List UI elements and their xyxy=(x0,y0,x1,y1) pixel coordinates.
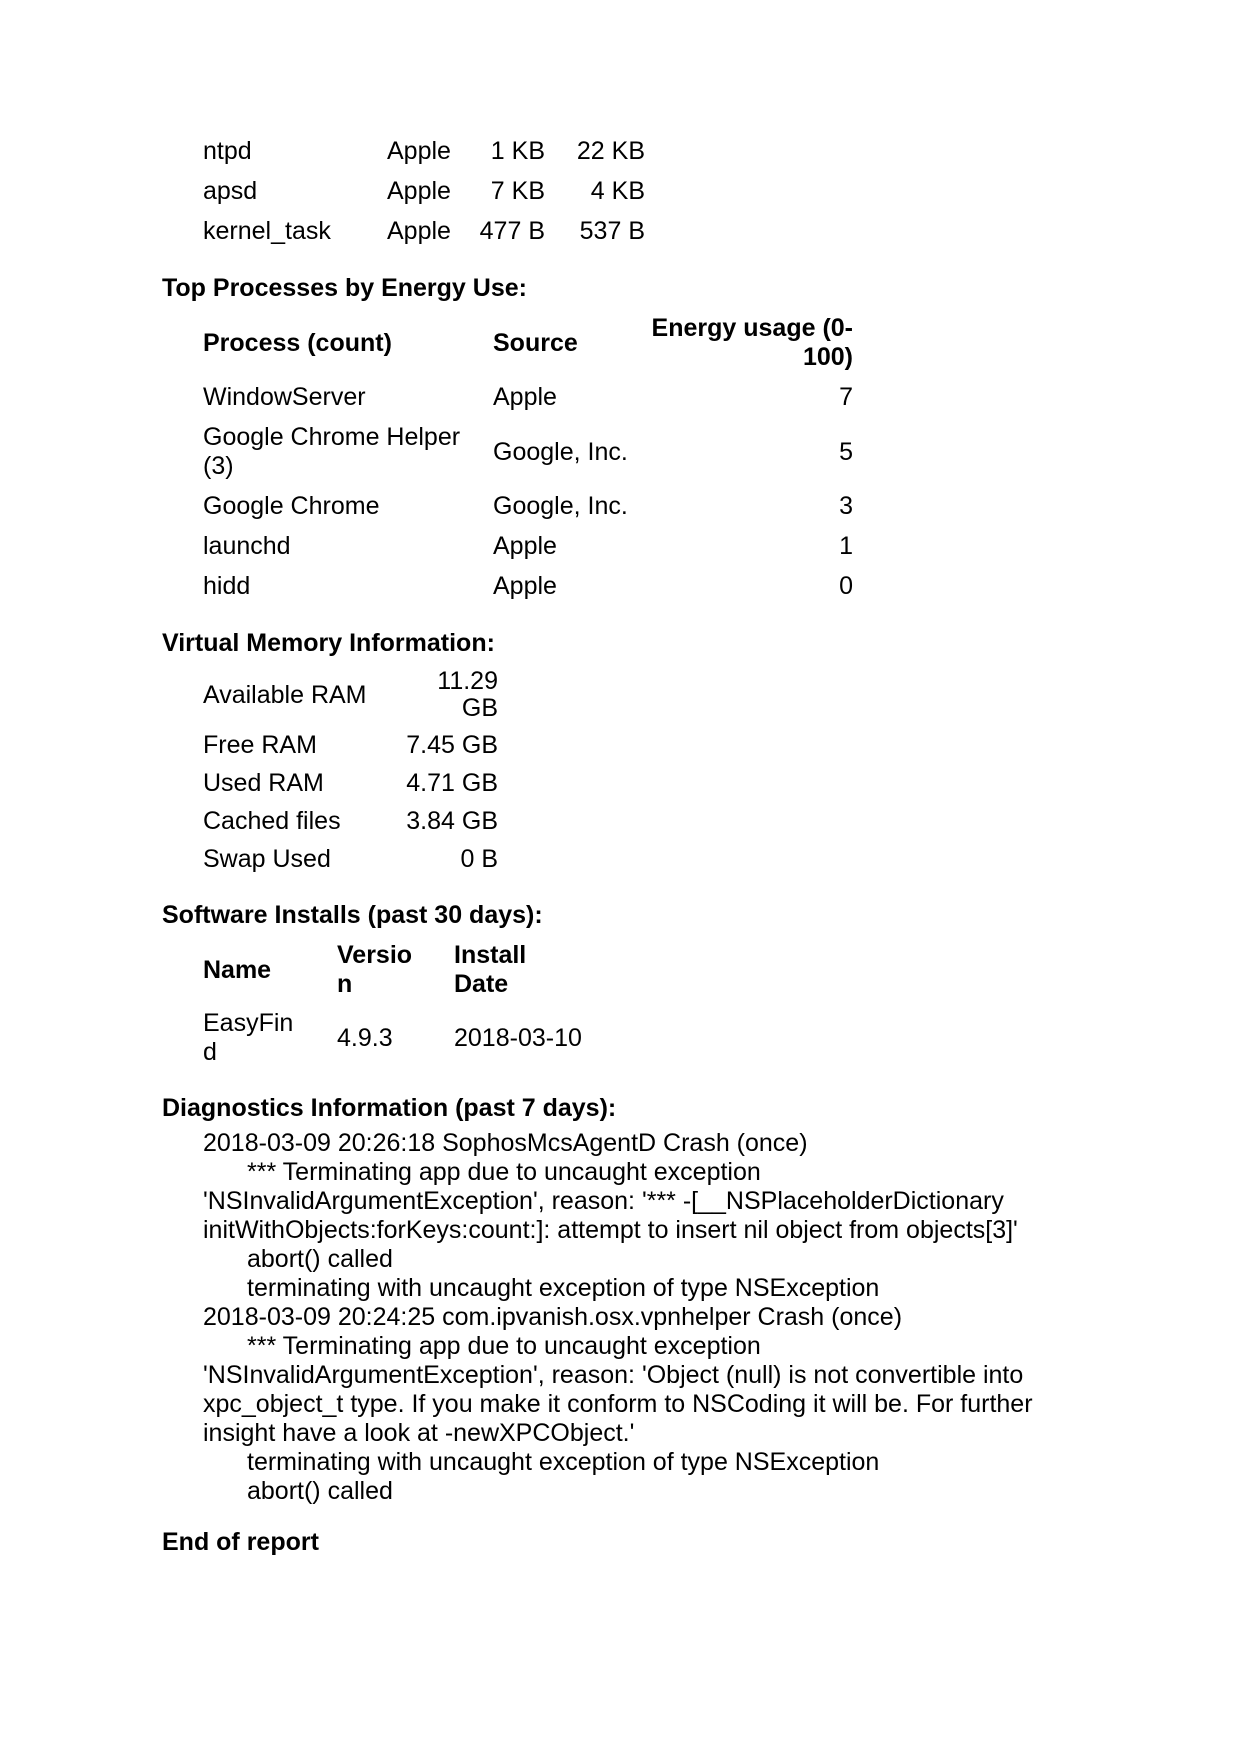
section-heading-diagnostics: Diagnostics Information (past 7 days): xyxy=(162,1094,617,1122)
process-source: Google, Inc. xyxy=(493,492,628,520)
table-row xyxy=(203,664,498,727)
table-row xyxy=(203,567,853,607)
memory-value: 7.45 GB xyxy=(406,731,498,759)
table-row xyxy=(203,527,853,567)
diagnostic-line: *** Terminating app due to uncaught exception xyxy=(247,1158,761,1186)
process-name: kernel_task xyxy=(203,217,331,245)
process-size-out: 22 KB xyxy=(576,137,645,165)
table-row xyxy=(203,378,853,418)
diagnostic-line: terminating with uncaught exception of type NSException xyxy=(247,1448,880,1476)
column-header-energy: Energy usage (0-100) xyxy=(651,314,853,371)
section-heading-installs: Software Installs (past 30 days): xyxy=(162,901,543,929)
memory-value: 4.71 GB xyxy=(406,769,498,797)
energy-value: 3 xyxy=(839,492,853,520)
column-header-install-date: Install Date xyxy=(454,941,527,998)
section-heading-energy: Top Processes by Energy Use: xyxy=(162,274,527,302)
process-name: apsd xyxy=(203,177,258,205)
install-version: 4.9.3 xyxy=(337,1023,393,1052)
column-header-name: Name xyxy=(203,955,272,984)
process-source: Apple xyxy=(387,177,451,205)
diagnostic-line: *** Terminating app due to uncaught exception xyxy=(247,1332,761,1360)
install-date: 2018-03-10 xyxy=(454,1023,582,1052)
process-name: hidd xyxy=(203,572,251,600)
column-header-source: Source xyxy=(493,328,578,357)
memory-value: 3.84 GB xyxy=(406,807,498,835)
process-name: Google Chrome xyxy=(203,492,380,520)
diagnostic-line: 'NSInvalidArgumentException', reason: 'Object (null) is not convertible into xyxy=(203,1361,1024,1389)
energy-value: 1 xyxy=(839,532,853,560)
process-source: Google, Inc. xyxy=(493,437,628,466)
process-name: WindowServer xyxy=(203,383,366,411)
memory-value: 11.29 GB xyxy=(437,667,498,722)
diagnostic-line: initWithObjects:forKeys:count:]: attempt to insert nil object from objects[3]' xyxy=(203,1216,1018,1244)
diagnostic-line: xpc_object_t type. If you make it conform to NSCoding it will be. For further xyxy=(203,1390,1033,1418)
process-name: launchd xyxy=(203,532,291,560)
column-header-process: Process (count) xyxy=(203,328,392,357)
energy-value: 7 xyxy=(839,383,853,411)
process-source: Apple xyxy=(387,137,451,165)
diagnostic-line: 2018-03-09 20:24:25 com.ipvanish.osx.vpnhelper Crash (once) xyxy=(203,1303,903,1331)
table-row xyxy=(203,418,853,487)
table-header-row xyxy=(203,936,564,1004)
process-size-in: 477 B xyxy=(479,217,545,245)
process-name: ntpd xyxy=(203,137,252,165)
memory-label: Available RAM xyxy=(203,680,367,709)
process-name: Google Chrome Helper (3) xyxy=(203,423,461,480)
table-row xyxy=(203,1004,564,1072)
software-installs-table xyxy=(203,936,582,1072)
diagnostic-line: terminating with uncaught exception of type NSException xyxy=(247,1274,880,1302)
virtual-memory-table xyxy=(203,664,498,879)
table-row xyxy=(203,765,498,803)
process-size-in: 1 KB xyxy=(490,137,545,165)
diagnostic-line: 'NSInvalidArgumentException', reason: '*** -[__NSPlaceholderDictionary xyxy=(203,1187,1004,1215)
memory-value: 0 B xyxy=(460,845,498,873)
column-header-version: Version xyxy=(337,941,413,998)
diagnostic-line: abort() called xyxy=(247,1245,393,1273)
energy-table xyxy=(203,309,853,607)
process-size-out: 4 KB xyxy=(590,177,645,205)
table-row xyxy=(203,727,498,765)
process-source: Apple xyxy=(493,572,557,600)
process-source: Apple xyxy=(493,532,557,560)
memory-label: Used RAM xyxy=(203,769,324,797)
table-row xyxy=(203,487,853,527)
end-of-report-label: End of report xyxy=(162,1528,319,1556)
table-row xyxy=(203,212,645,252)
memory-label: Swap Used xyxy=(203,845,331,873)
table-header-row xyxy=(203,309,853,378)
diagnostic-line: 2018-03-09 20:26:18 SophosMcsAgentD Crash (once) xyxy=(203,1129,808,1157)
process-size-out: 537 B xyxy=(579,217,645,245)
memory-label: Free RAM xyxy=(203,731,317,759)
energy-value: 0 xyxy=(839,572,853,600)
table-row xyxy=(203,132,645,172)
process-table-continued xyxy=(203,132,645,252)
table-row xyxy=(203,841,498,879)
process-source: Apple xyxy=(493,383,557,411)
table-row xyxy=(203,803,498,841)
energy-value: 5 xyxy=(839,437,853,466)
process-source: Apple xyxy=(387,217,451,245)
process-size-in: 7 KB xyxy=(490,177,545,205)
diagnostic-line: insight have a look at -newXPCObject.' xyxy=(203,1419,635,1447)
section-heading-memory: Virtual Memory Information: xyxy=(162,629,495,657)
memory-label: Cached files xyxy=(203,807,341,835)
install-name: EasyFind xyxy=(203,1009,294,1066)
diagnostic-line: abort() called xyxy=(247,1477,393,1505)
table-row xyxy=(203,172,645,212)
